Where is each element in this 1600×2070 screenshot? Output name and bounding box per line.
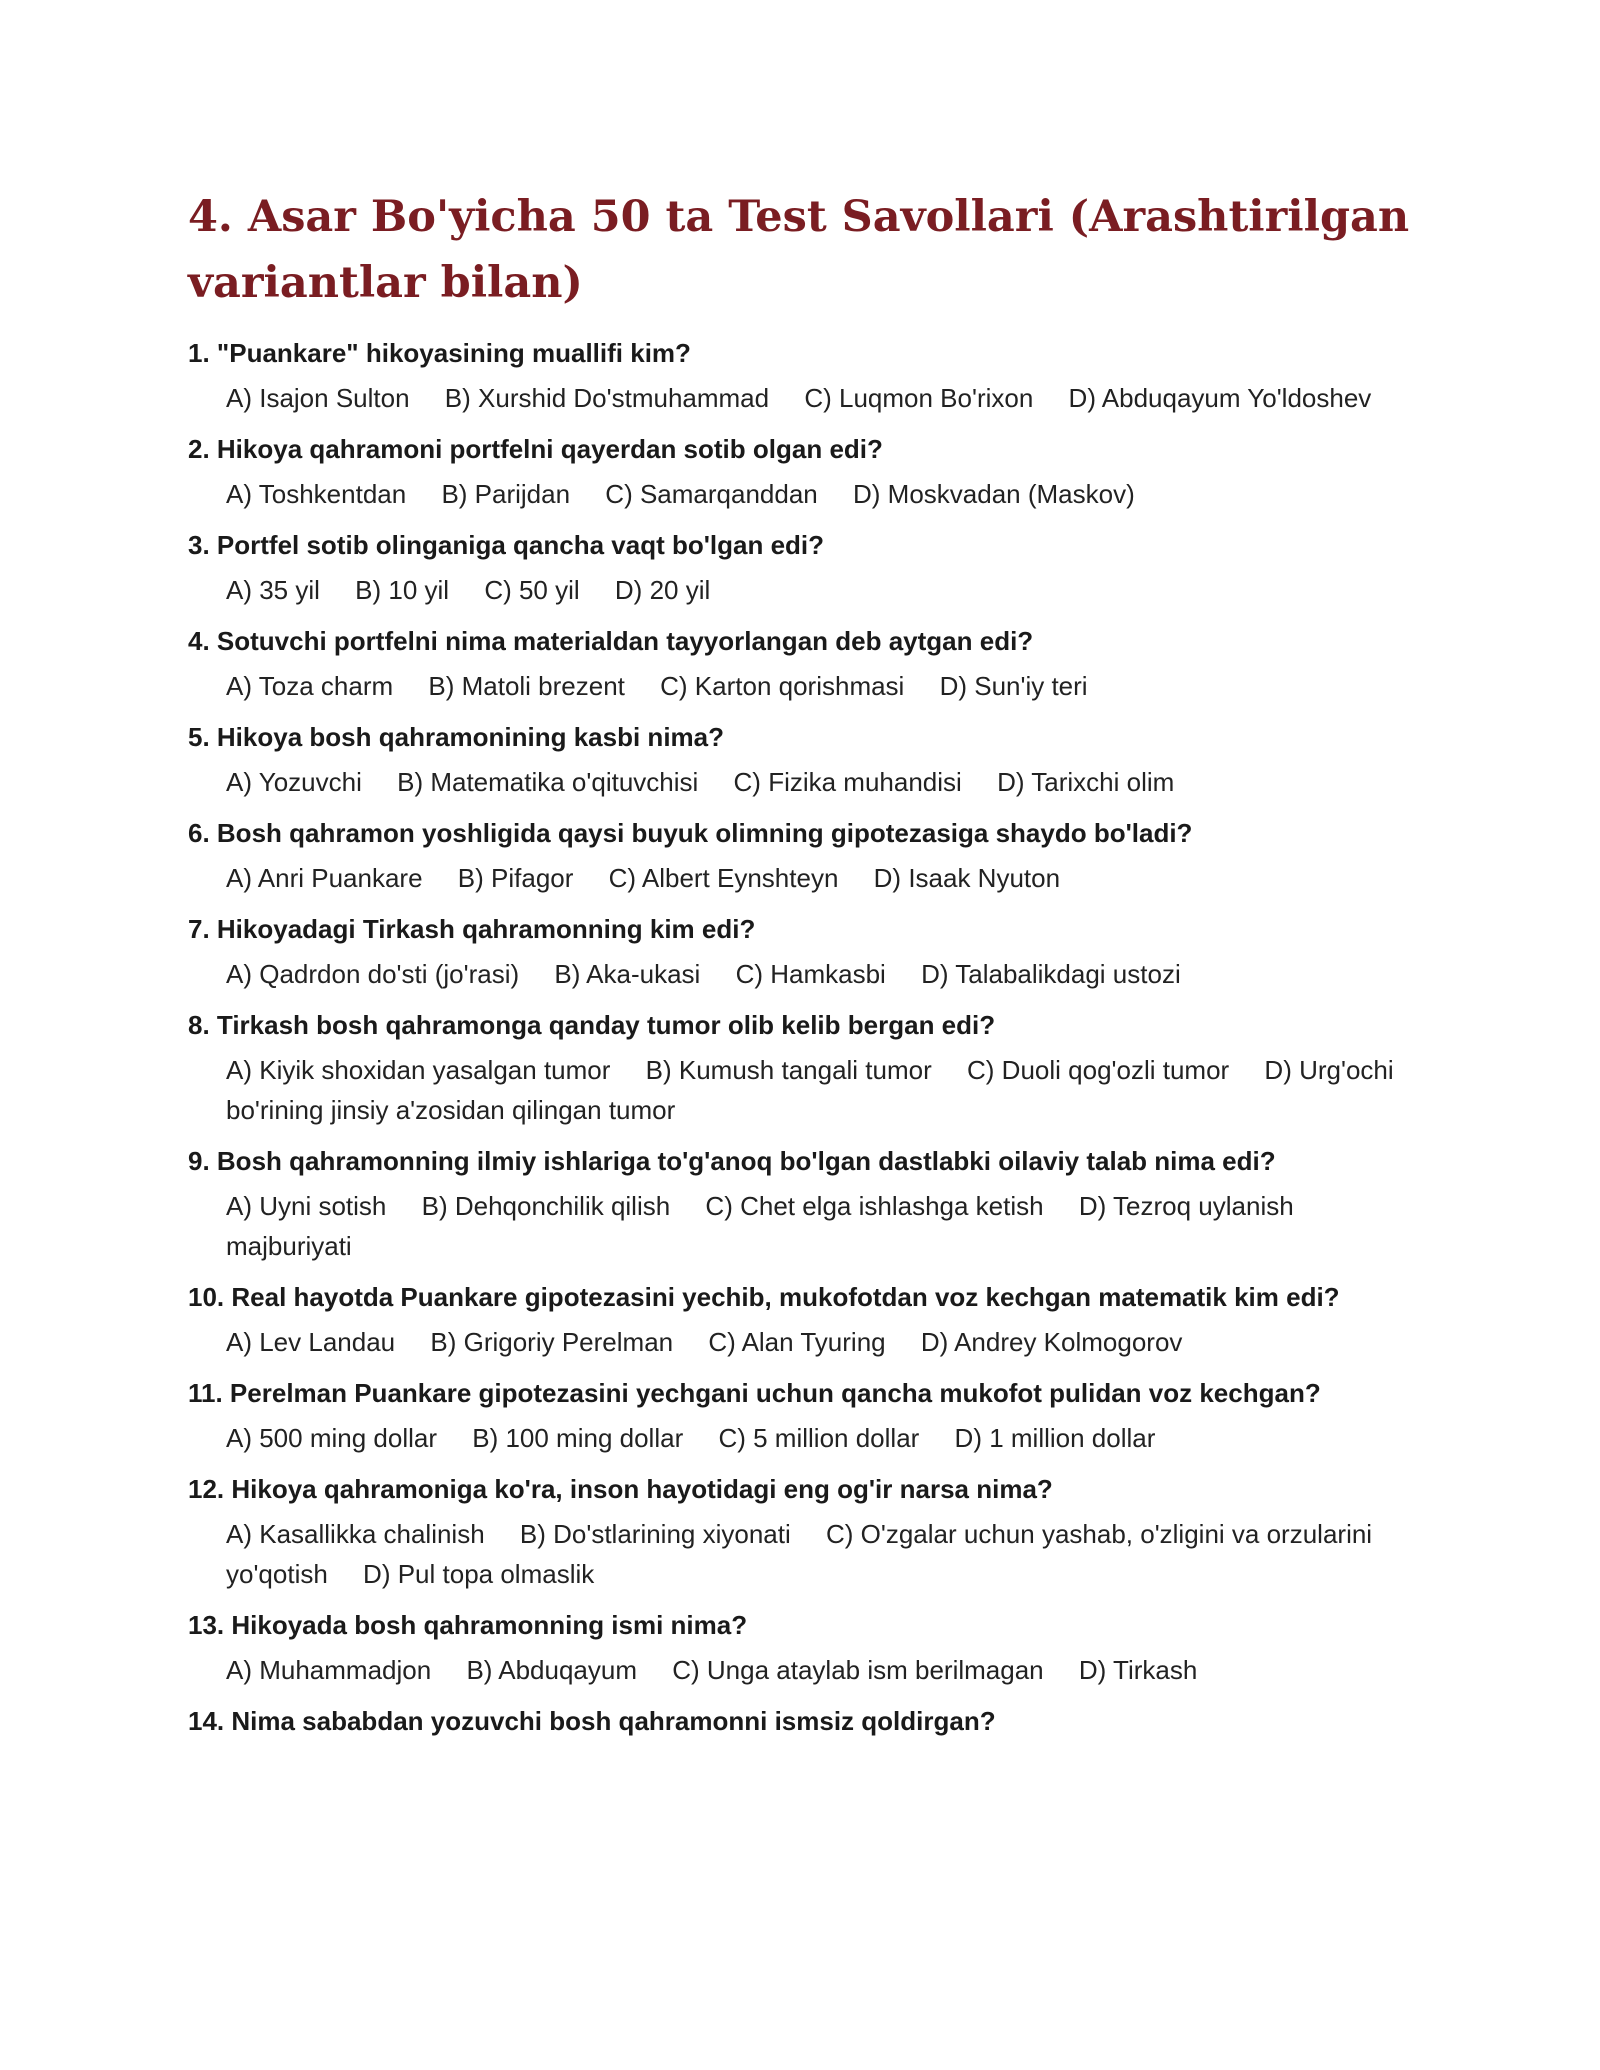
question-text: 3. Portfel sotib olinganiga qancha vaqt bo'lgan edi?: [188, 530, 825, 560]
answer-option: A) Yozuvchi: [226, 767, 362, 797]
answer-option: D) 1 million dollar: [954, 1423, 1156, 1453]
answer-option: B) Do'stlarining xiyonati: [519, 1519, 791, 1549]
answer-option: B) Grigoriy Perelman: [430, 1327, 674, 1357]
answer-option: D) Tirkash: [1078, 1655, 1198, 1685]
answer-options: [226, 474, 1426, 514]
question-item: [188, 1008, 1428, 1144]
question-item: [188, 528, 1428, 624]
answer-option: C) 5 million dollar: [718, 1423, 920, 1453]
question-item: [188, 432, 1428, 528]
answer-options: [226, 1514, 1426, 1594]
answer-option: D) Andrey Kolmogorov: [920, 1327, 1183, 1357]
answer-option: D) Talabalikdagi ustozi: [921, 959, 1181, 989]
answer-option: B) Parijdan: [441, 479, 571, 509]
answer-option: B) Dehqonchilik qilish: [421, 1191, 671, 1221]
answer-option: A) 35 yil: [226, 575, 320, 605]
answer-option: A) Toshkentdan: [226, 479, 407, 509]
answer-option: C) Fizika muhandisi: [733, 767, 962, 797]
answer-option: C) 50 yil: [484, 575, 580, 605]
answer-options: [226, 954, 1426, 994]
answer-options: [226, 1050, 1426, 1130]
question-text: 1. "Puankare" hikoyasining muallifi kim?: [188, 338, 691, 368]
question-item: [188, 1376, 1428, 1472]
question-text: 14. Nima sababdan yozuvchi bosh qahramonni ismsiz qoldirgan?: [188, 1706, 996, 1736]
answer-options: [226, 666, 1426, 706]
answer-option: D) Moskvadan (Maskov): [853, 479, 1135, 509]
answer-option: C) Karton qorishmasi: [660, 671, 905, 701]
answer-option: C) Luqmon Bo'rixon: [804, 383, 1034, 413]
question-text: 2. Hikoya qahramoni portfelni qayerdan sotib olgan edi?: [188, 434, 883, 464]
answer-option: D) Pul topa olmaslik: [363, 1559, 595, 1589]
answer-option: A) Isajon Sulton: [226, 383, 410, 413]
answer-option: B) Matematika o'qituvchisi: [397, 767, 699, 797]
answer-option: A) Anri Puankare: [226, 863, 423, 893]
answer-options: [226, 378, 1426, 418]
answer-option: C) Hamkasbi: [735, 959, 886, 989]
question-item: [188, 1704, 1428, 1752]
question-text: 9. Bosh qahramonning ilmiy ishlariga to'g'anoq bo'lgan dastlabki oilaviy talab nima edi?: [188, 1146, 1276, 1176]
answer-option: A) Muhammadjon: [226, 1655, 432, 1685]
question-item: [188, 1280, 1428, 1376]
answer-options: [226, 1650, 1426, 1690]
answer-options: [226, 1186, 1426, 1266]
question-item: [188, 624, 1428, 720]
answer-option: D) 20 yil: [614, 575, 711, 605]
question-item: [188, 1144, 1428, 1280]
answer-option: D) Urg'ochi bo'rining jinsiy a'zosidan qilingan tumor: [226, 1055, 1394, 1125]
question-item: [188, 1472, 1428, 1608]
question-list: [188, 336, 1428, 1752]
answer-option: C) Samarqanddan: [605, 479, 818, 509]
answer-option: B) Pifagor: [457, 863, 574, 893]
answer-option: A) Lev Landau: [226, 1327, 396, 1357]
question-item: [188, 720, 1428, 816]
answer-option: D) Tezroq uylanish majburiyati: [226, 1191, 1294, 1261]
answer-option: B) 100 ming dollar: [472, 1423, 684, 1453]
answer-option: C) Albert Eynshteyn: [608, 863, 839, 893]
answer-options: [226, 1418, 1426, 1458]
answer-option: A) Kasallikka chalinish: [226, 1519, 485, 1549]
question-item: [188, 1608, 1428, 1704]
answer-option: C) Chet elga ishlashga ketish: [705, 1191, 1044, 1221]
answer-option: A) 500 ming dollar: [226, 1423, 437, 1453]
page-title: 4. Asar Bo'yicha 50 ta Test Savollari (Arashtirilgan variantlar bilan): [188, 192, 1410, 308]
answer-option: B) Matoli brezent: [428, 671, 625, 701]
answer-option: B) Xurshid Do'stmuhammad: [444, 383, 770, 413]
answer-option: C) Alan Tyuring: [708, 1327, 886, 1357]
answer-option: C) O'zgalar uchun yashab, o'zligini va orzularini yo'qotish: [226, 1519, 1373, 1589]
question-text: 8. Tirkash bosh qahramonga qanday tumor olib kelib bergan edi?: [188, 1010, 996, 1040]
question-text: 6. Bosh qahramon yoshligida qaysi buyuk olimning gipotezasiga shaydo bo'ladi?: [188, 818, 1193, 848]
question-text: 7. Hikoyadagi Tirkash qahramonning kim edi?: [188, 914, 756, 944]
answer-option: D) Isaak Nyuton: [873, 863, 1061, 893]
answer-options: [226, 570, 1426, 610]
question-text: 10. Real hayotda Puankare gipotezasini yechib, mukofotdan voz kechgan matematik kim edi?: [188, 1282, 1340, 1312]
answer-option: B) Kumush tangali tumor: [645, 1055, 932, 1085]
answer-option: D) Sun'iy teri: [939, 671, 1088, 701]
answer-option: C) Unga ataylab ism berilmagan: [672, 1655, 1044, 1685]
answer-option: D) Abduqayum Yo'ldoshev: [1068, 383, 1372, 413]
answer-option: A) Uyni sotish: [226, 1191, 387, 1221]
question-text: 5. Hikoya bosh qahramonining kasbi nima?: [188, 722, 724, 752]
question-text: 13. Hikoyada bosh qahramonning ismi nima?: [188, 1610, 748, 1640]
answer-option: A) Qadrdon do'sti (jo'rasi): [226, 959, 520, 989]
question-text: 4. Sotuvchi portfelni nima materialdan tayyorlangan deb aytgan edi?: [188, 626, 1034, 656]
answer-option: B) Abduqayum: [466, 1655, 637, 1685]
answer-option: C) Duoli qog'ozli tumor: [967, 1055, 1230, 1085]
document-page: [188, 184, 1428, 1752]
answer-options: [226, 762, 1426, 802]
answer-options: [226, 858, 1426, 898]
question-text: 12. Hikoya qahramoniga ko'ra, inson hayotidagi eng og'ir narsa nima?: [188, 1474, 1053, 1504]
answer-option: B) Aka-ukasi: [554, 959, 701, 989]
answer-options: [226, 1322, 1426, 1362]
answer-option: A) Toza charm: [226, 671, 394, 701]
question-item: [188, 912, 1428, 1008]
answer-option: A) Kiyik shoxidan yasalgan tumor: [226, 1055, 611, 1085]
answer-option: B) 10 yil: [355, 575, 450, 605]
question-item: [188, 816, 1428, 912]
question-item: [188, 336, 1428, 432]
answer-option: D) Tarixchi olim: [997, 767, 1175, 797]
question-text: 11. Perelman Puankare gipotezasini yechgani uchun qancha mukofot pulidan voz kechgan?: [188, 1378, 1321, 1408]
